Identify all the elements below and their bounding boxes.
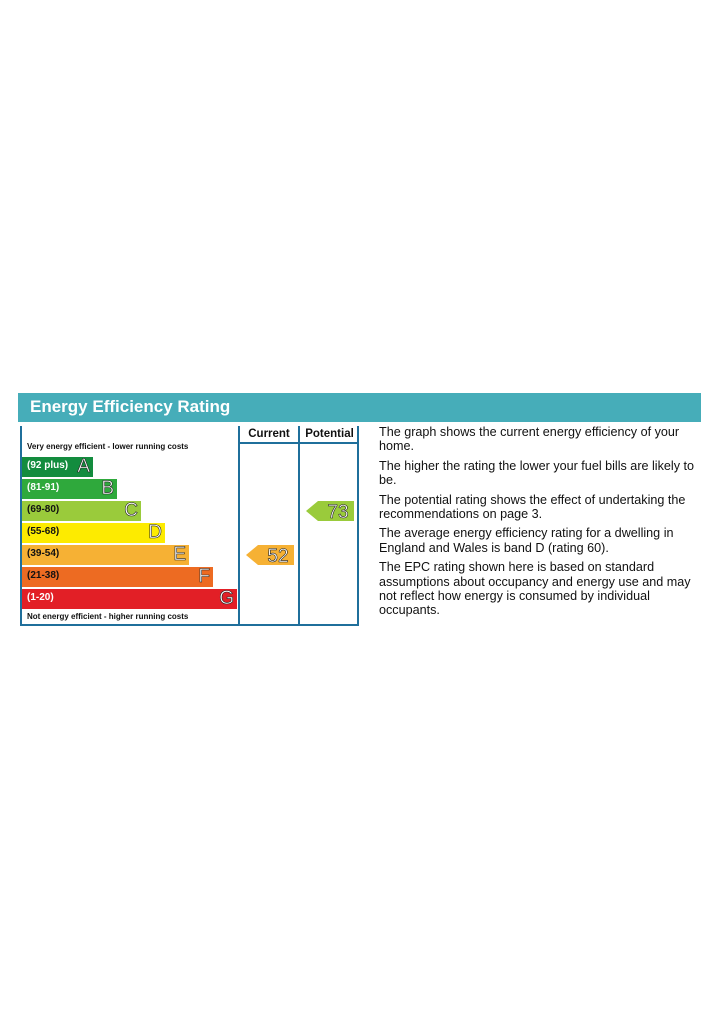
band-b: [22, 479, 117, 499]
column-header-rule: [238, 442, 359, 444]
band-f: [22, 567, 213, 587]
page-title: Energy Efficiency Rating: [30, 397, 231, 416]
band-range-label: (92 plus): [27, 460, 69, 471]
potential-rating-marker: [306, 501, 354, 521]
description-paragraph: The average energy efficiency rating for a dwelling in England and Wales is band D (rating 60).: [379, 526, 674, 555]
band-range-label: (39-54): [27, 548, 60, 559]
marker-value: 52: [267, 546, 289, 565]
band-letter-label: C: [124, 500, 138, 521]
band-range-label: (21-38): [27, 570, 60, 581]
marker-value: 73: [327, 502, 349, 521]
description-paragraph: The graph shows the current energy efficiency of your home.: [379, 425, 680, 454]
band-e: [22, 545, 189, 565]
band-letter-label: A: [77, 456, 90, 477]
column-divider-left: [238, 426, 240, 626]
description-paragraph: The potential rating shows the effect of undertaking the recommendations on page 3.: [379, 492, 686, 522]
band-d: [22, 523, 165, 543]
current-rating-marker: [246, 545, 294, 565]
description-paragraph: The higher the rating the lower your fuel bills are likely to be.: [379, 458, 695, 488]
band-letter-label: G: [219, 588, 234, 609]
band-range-label: (81-91): [27, 482, 60, 493]
band-letter-label: E: [173, 544, 186, 565]
rating-chart: [18, 426, 363, 632]
band-c: [22, 501, 141, 521]
band-range-label: (69-80): [27, 504, 60, 515]
top-note: Very energy efficient - lower running costs: [27, 442, 189, 451]
column-header-current: Current: [248, 428, 290, 440]
header-bar: [18, 393, 701, 422]
band-a: [22, 457, 93, 477]
band-letter-label: F: [198, 566, 210, 587]
band-g: [22, 589, 237, 609]
band-letter-label: B: [101, 478, 114, 499]
description-paragraph: The EPC rating shown here is based on standard assumptions about occupancy and energy use and may not reflect how energy is consumed by individual occupants.: [379, 560, 691, 618]
band-letter-label: D: [148, 522, 162, 543]
column-header-potential: Potential: [305, 428, 354, 440]
bottom-note: Not energy efficient - higher running costs: [27, 612, 189, 621]
band-range-label: (1-20): [27, 592, 54, 603]
column-divider-middle: [298, 426, 300, 626]
band-range-label: (55-68): [27, 526, 60, 537]
description: [379, 425, 701, 623]
